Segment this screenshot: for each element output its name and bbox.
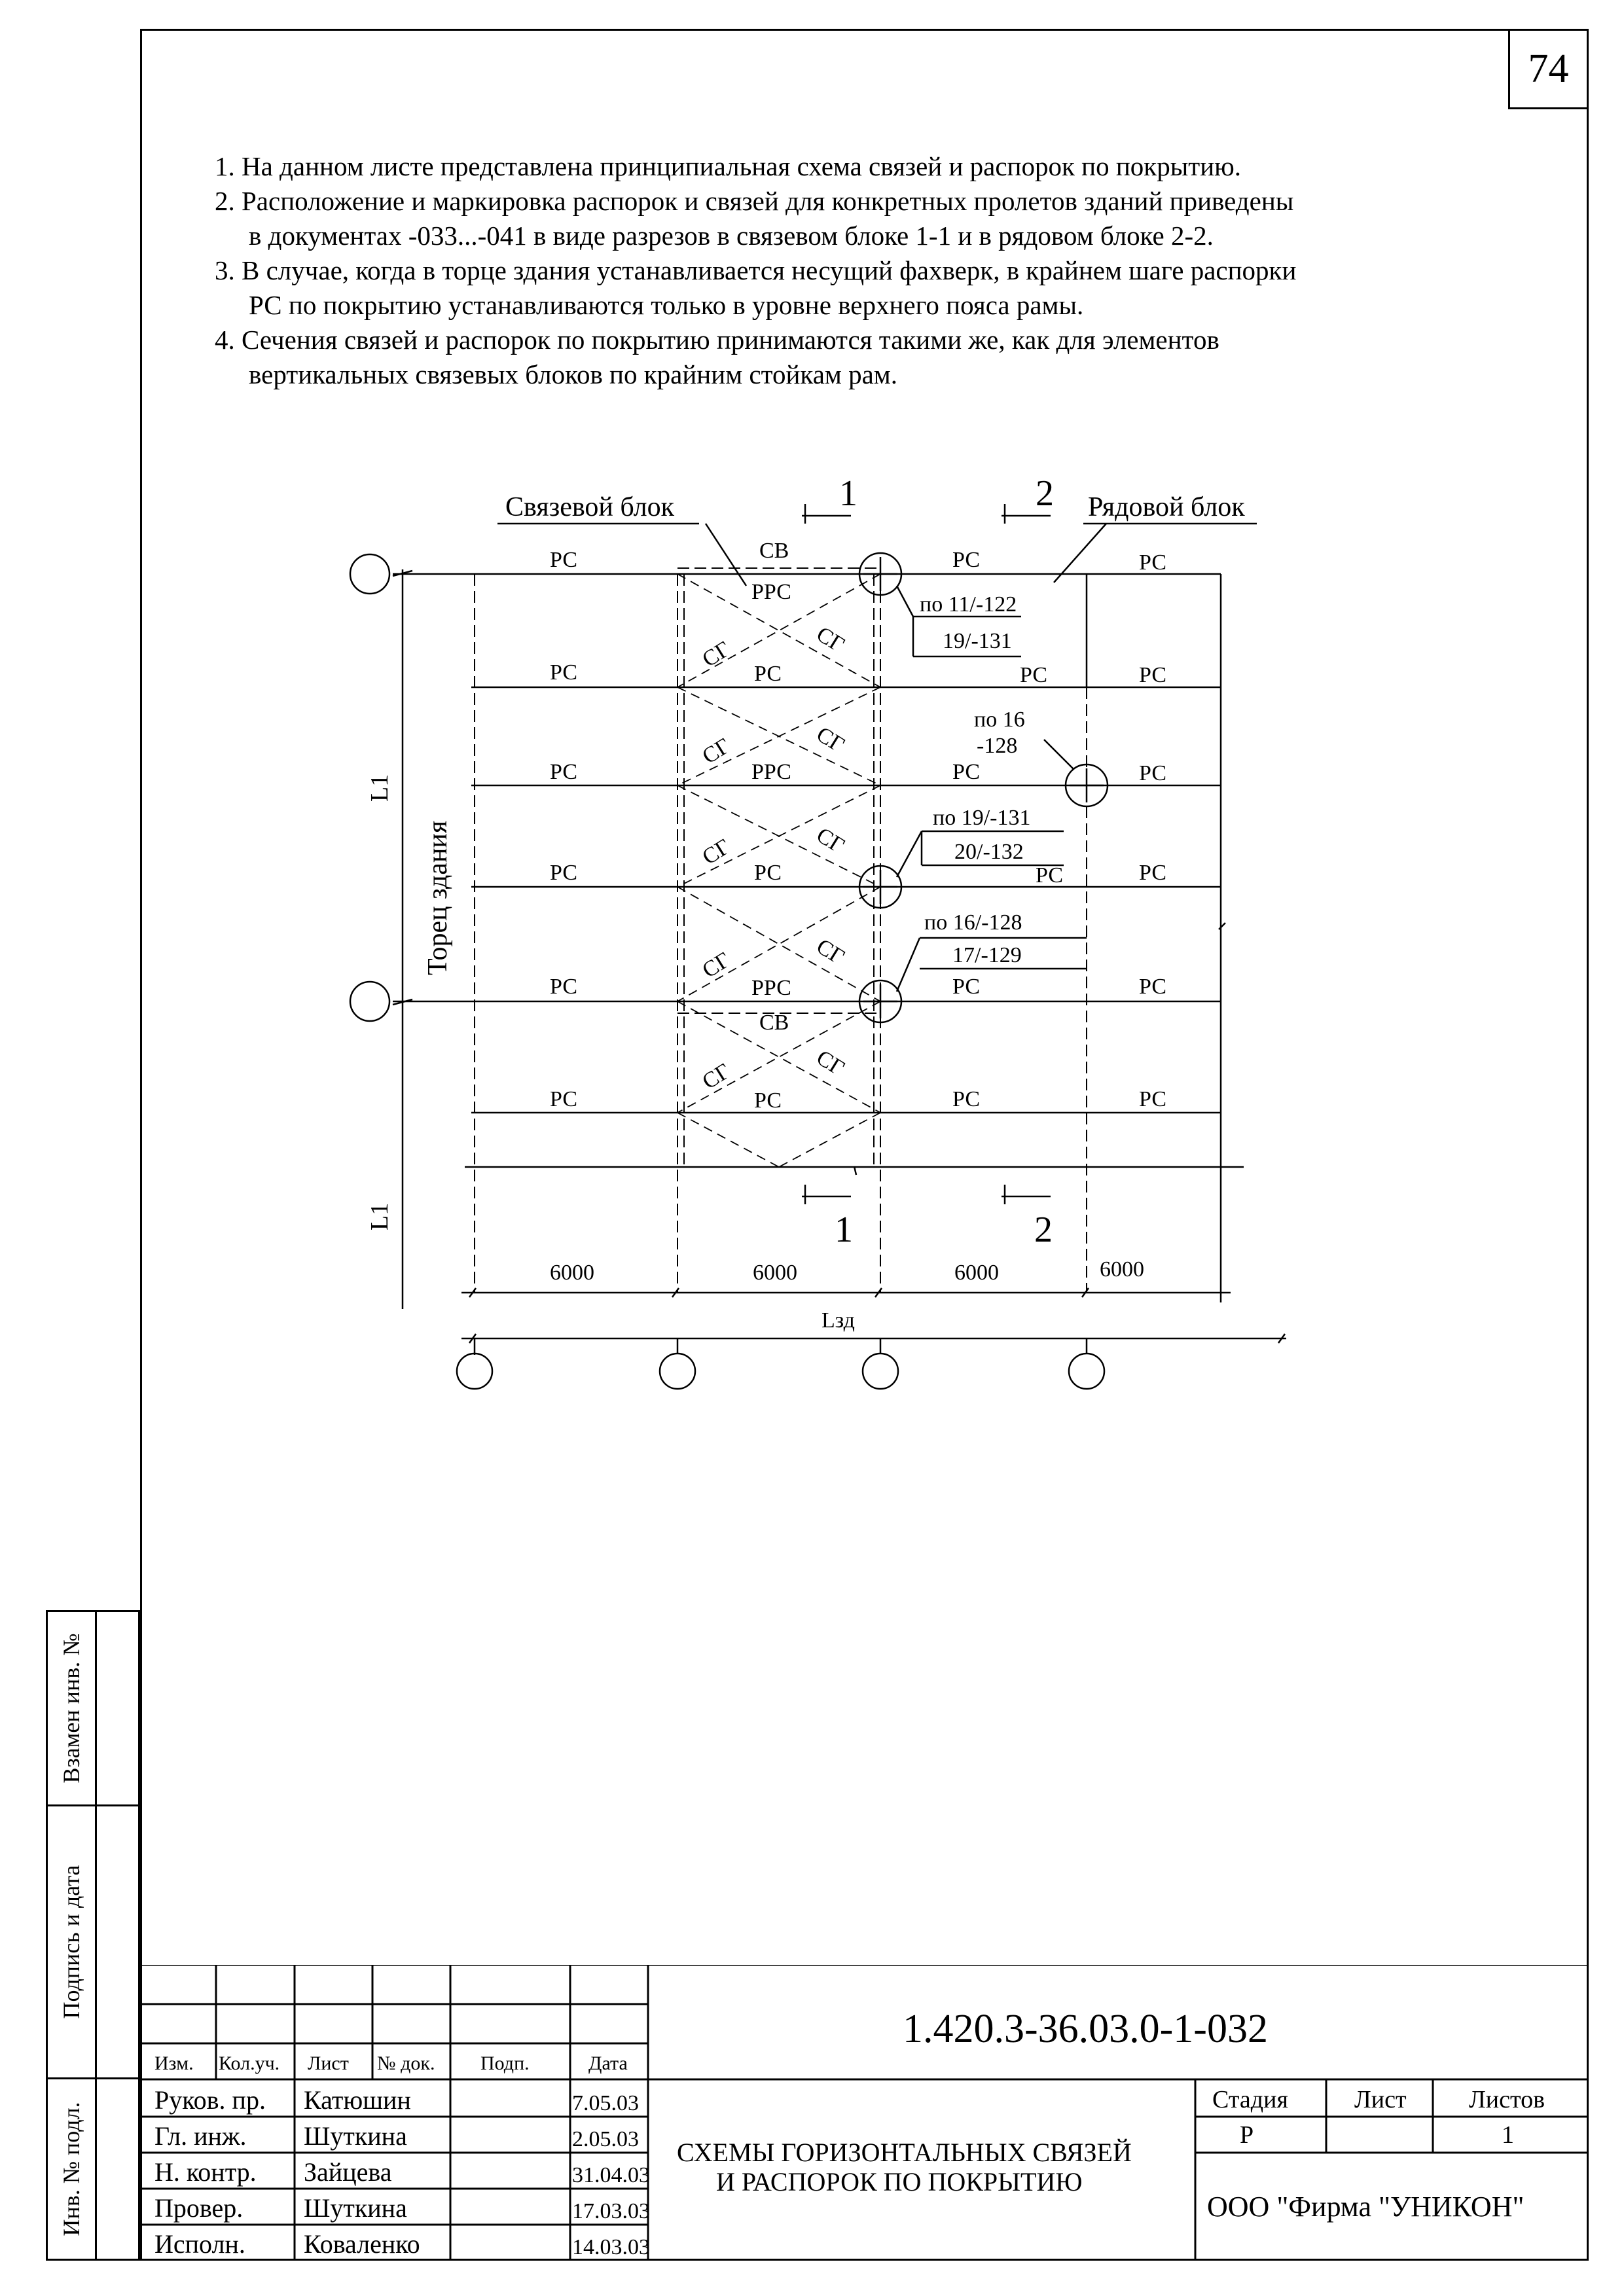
label-sg: СГ — [812, 622, 849, 658]
label-rs: РС — [952, 548, 981, 572]
signer-name: Шуткина — [304, 2121, 407, 2151]
signer-name: Зайцева — [304, 2157, 392, 2187]
label-rs: РС — [1020, 663, 1048, 687]
label-rs: РС — [1036, 863, 1064, 888]
note-line: РС по покрытию устанавливаются только в уровне верхнего пояса рамы. — [249, 290, 1084, 320]
label-rs: РС — [1139, 861, 1167, 885]
span-label: L1 — [366, 1202, 393, 1230]
sheet-number: 74 — [1508, 29, 1589, 109]
label-rrs: РРС — [751, 976, 791, 1000]
drawing-title: СХЕМЫ ГОРИЗОНТАЛЬНЫХ СВЯЗЕЙ — [677, 2138, 1132, 2167]
company-name: ООО "Фирма "УНИКОН" — [1207, 2191, 1525, 2223]
signer-role: Провер. — [154, 2193, 244, 2223]
label-rs: РС — [952, 975, 981, 999]
signer-name: Коваленко — [304, 2229, 420, 2259]
label-sg: СГ — [698, 636, 735, 672]
header-doc: № док. — [377, 2053, 435, 2074]
building-end-label: Торец здания — [423, 820, 453, 975]
side-stamp-label: Инв. № подл. — [58, 2102, 84, 2236]
signer-role: Руков. пр. — [154, 2085, 266, 2115]
axis-bubble — [863, 1354, 898, 1389]
stage-label: Стадия — [1212, 2086, 1288, 2113]
header-izm: Изм. — [154, 2053, 194, 2074]
label-sg: СГ — [812, 1045, 849, 1081]
length-label: Lзд — [821, 1308, 855, 1333]
section-mark: 2 — [1036, 473, 1054, 514]
dimension-6000: 6000 — [954, 1261, 999, 1285]
sheet-label: Лист — [1354, 2086, 1407, 2113]
signer-name: Шуткина — [304, 2193, 407, 2223]
label-sg: СГ — [812, 823, 849, 859]
drawing-title: И РАСПОРОК ПО ПОКРЫТИЮ — [716, 2167, 1083, 2197]
signer-role: Н. контр. — [154, 2157, 257, 2187]
stage-value: Р — [1240, 2121, 1254, 2149]
dimension-6000: 6000 — [753, 1261, 797, 1285]
label-rs: РС — [1139, 975, 1167, 999]
axis-bubble — [350, 982, 389, 1021]
label-rs: РС — [952, 760, 981, 784]
label-rs: РС — [1139, 761, 1167, 785]
label-rs: РС — [754, 662, 782, 686]
label-rs: РС — [1139, 1087, 1167, 1111]
note-line: 3. В случае, когда в торце здания устанавливается несущий фахверк, в крайнем шаге распорки — [215, 255, 1297, 285]
label-rrs: РРС — [751, 580, 791, 604]
label-rs: РС — [550, 548, 578, 572]
document-code: 1.420.3-36.03.0-1-032 — [903, 2007, 1268, 2051]
signer-date: 7.05.03 — [572, 2091, 639, 2115]
label-sv: СВ — [759, 1011, 789, 1035]
label-rs: РС — [550, 861, 578, 885]
span-label: L1 — [366, 774, 393, 802]
callout-bottom: 19/-131 — [943, 629, 1012, 653]
section-mark: 1 — [835, 1210, 853, 1250]
section-mark: 2 — [1034, 1210, 1053, 1250]
callout-top: по 16 — [974, 708, 1025, 732]
ordinary-block-label: Рядовой блок — [1088, 492, 1245, 522]
section-mark: 1 — [839, 473, 857, 514]
label-rs: РС — [754, 1088, 782, 1113]
signer-role: Гл. инж. — [154, 2121, 247, 2151]
signer-date: 17.03.03 — [572, 2199, 650, 2223]
label-sg: СГ — [698, 947, 735, 983]
label-sg: СГ — [812, 722, 849, 758]
note-line: 4. Сечения связей и распорок по покрытию принимаются такими же, как для элементов — [215, 325, 1219, 355]
callout-bottom: 17/-129 — [952, 943, 1022, 967]
dimension-6000: 6000 — [550, 1261, 594, 1285]
label-rs: РС — [754, 861, 782, 885]
label-sg: СГ — [698, 733, 735, 769]
label-rrs: РРС — [751, 760, 791, 784]
dimension-6000: 6000 — [1100, 1257, 1144, 1282]
axis-bubble — [457, 1354, 492, 1389]
bracing-block-label: Связевой блок — [505, 492, 675, 522]
label-rs: РС — [550, 660, 578, 685]
side-stamp-label: Подпись и дата — [58, 1865, 84, 2019]
signer-date: 31.04.03 — [572, 2163, 650, 2187]
label-rs: РС — [550, 975, 578, 999]
label-rs: РС — [1139, 663, 1167, 687]
axis-bubble — [1069, 1354, 1104, 1389]
label-rs: РС — [952, 1087, 981, 1111]
note-line: вертикальных связевых блоков по крайним стойкам рам. — [249, 359, 897, 389]
callout-top: по 16/-128 — [924, 910, 1022, 935]
header-kolvo: Кол.уч. — [219, 2053, 280, 2074]
note-line: 1. На данном листе представлена принципиальная схема связей и распорок по покрытию. — [215, 151, 1242, 181]
header-date: Дата — [588, 2053, 628, 2074]
side-stamp-label: Взамен инв. № — [58, 1633, 84, 1784]
sheets-label: Листов — [1469, 2086, 1545, 2113]
axis-bubble — [660, 1354, 695, 1389]
signer-name: Катюшин — [304, 2085, 411, 2115]
label-sg: СГ — [698, 834, 735, 870]
signer-role: Исполн. — [154, 2229, 245, 2259]
label-sg: СГ — [698, 1058, 735, 1094]
axis-bubble — [350, 554, 389, 594]
label-rs: РС — [1139, 550, 1167, 575]
callout-bottom: -128 — [977, 734, 1018, 758]
title-block — [140, 1965, 1589, 2261]
note-line: 2. Расположение и маркировка распорок и связей для конкретных пролетов зданий приведены — [215, 186, 1294, 216]
note-line: в документах -033...-041 в виде разрезов в связевом блоке 1-1 и в рядовом блоке 2-2. — [249, 221, 1214, 251]
callout-top: по 19/-131 — [933, 806, 1031, 830]
label-sg: СГ — [812, 934, 849, 970]
callout-bottom: 20/-132 — [954, 840, 1024, 864]
label-rs: РС — [550, 1087, 578, 1111]
label-rs: РС — [550, 760, 578, 784]
header-list: Лист — [308, 2053, 349, 2074]
sheets-value: 1 — [1502, 2121, 1514, 2149]
header-sign: Подп. — [480, 2053, 530, 2074]
signer-date: 14.03.03 — [572, 2235, 650, 2259]
label-sv: СВ — [759, 539, 789, 563]
signer-date: 2.05.03 — [572, 2127, 639, 2151]
callout-top: по 11/-122 — [920, 592, 1017, 617]
